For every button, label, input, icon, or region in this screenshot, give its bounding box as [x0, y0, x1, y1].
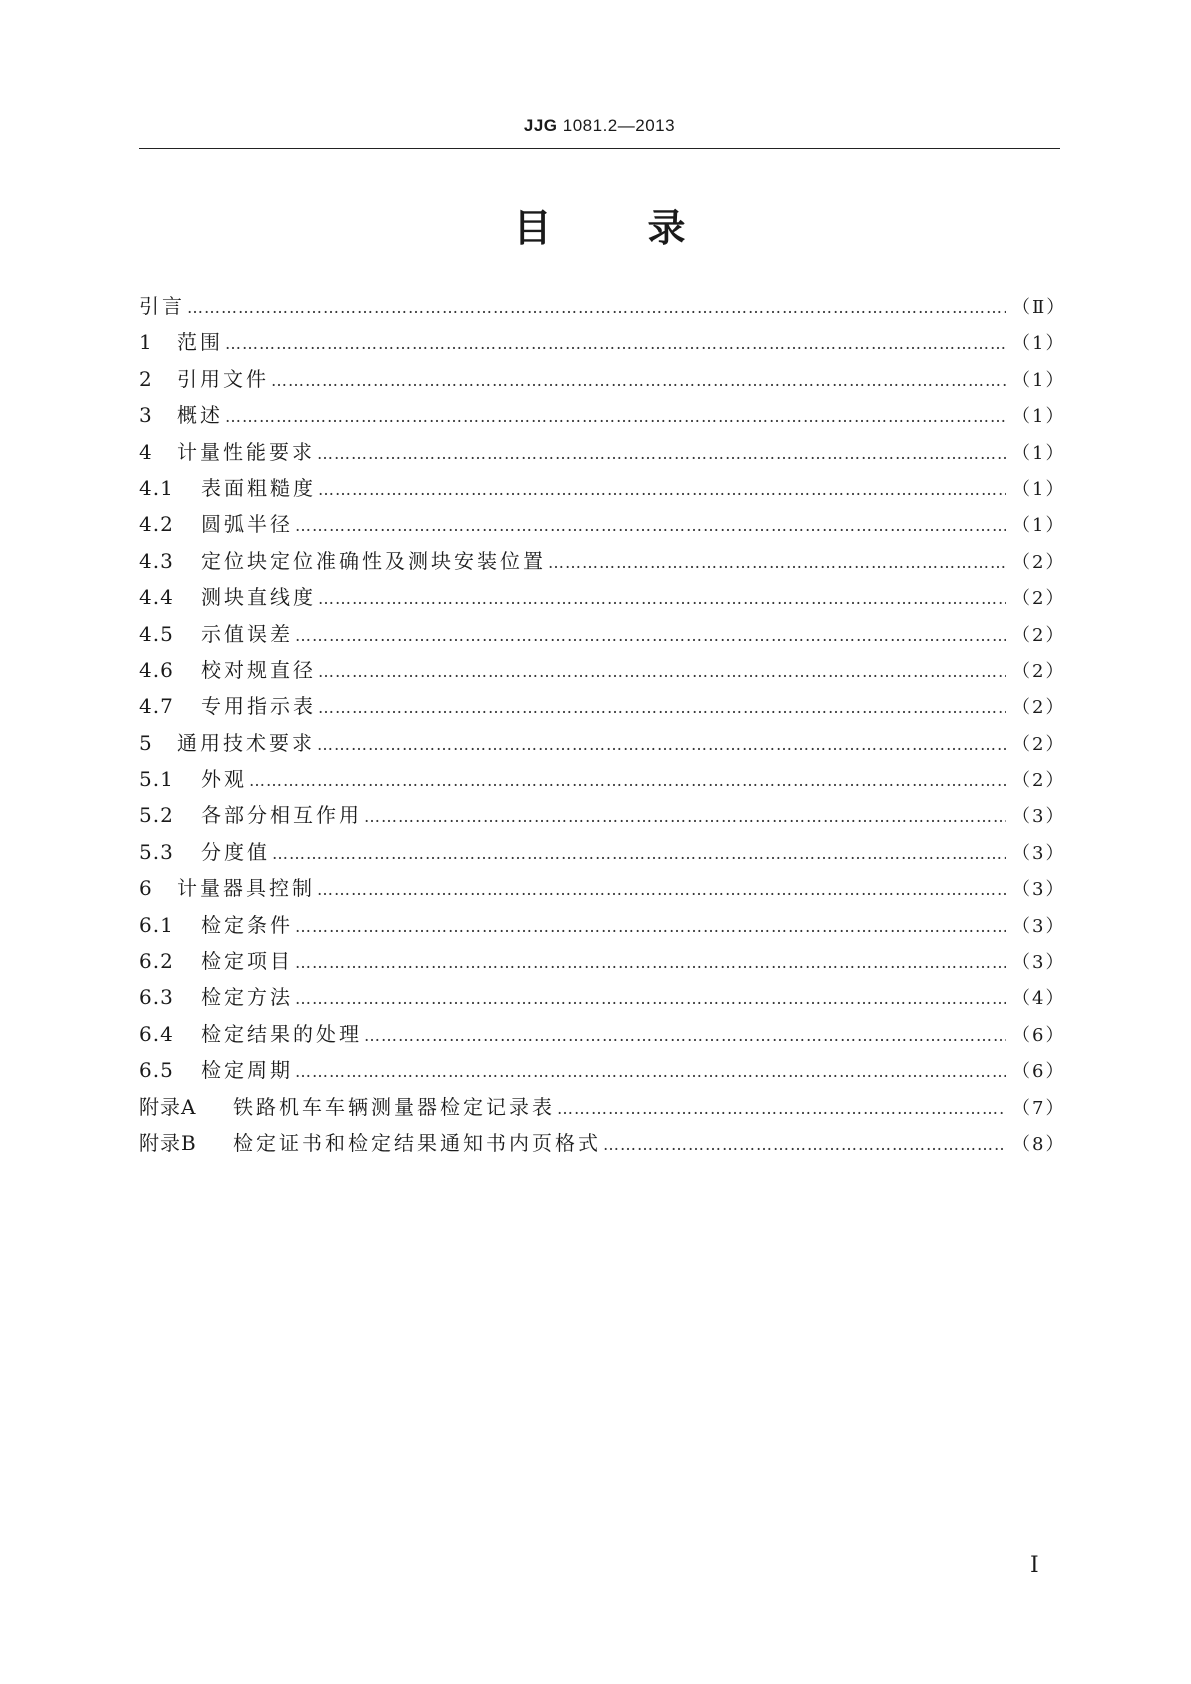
toc-entry[interactable]	[139, 290, 1067, 326]
toc-entry-page: （1）	[1012, 478, 1066, 500]
toc-entry-page: （1）	[1012, 442, 1066, 464]
toc-dot-leader	[317, 880, 1006, 899]
toc-dot-leader	[295, 917, 1006, 936]
toc-entry-page: （3）	[1012, 879, 1066, 901]
toc-dot-leader	[249, 771, 1006, 790]
toc-entry-page: （2）	[1012, 660, 1066, 682]
toc-entry[interactable]	[139, 545, 1066, 581]
toc-entry[interactable]	[139, 763, 1066, 799]
toc-entry-page: （4）	[1012, 988, 1066, 1010]
page-title: 目录	[513, 206, 782, 250]
toc-entry-page: （7）	[1012, 1097, 1066, 1119]
toc-entry-number: 4.5	[139, 621, 174, 646]
toc-entry-title: 测块直线度	[201, 585, 316, 610]
toc-entry-number: 3	[139, 403, 153, 428]
toc-entry-title: 引用文件	[177, 366, 269, 391]
toc-dot-leader	[295, 989, 1006, 1008]
toc-entry[interactable]	[139, 1091, 1066, 1127]
toc-entry-page: （3）	[1012, 806, 1066, 828]
toc-entry-number: 6.2	[139, 949, 174, 974]
toc-entry-title: 检定结果的处理	[201, 1021, 362, 1046]
toc-dot-leader	[318, 662, 1006, 681]
toc-entry-title: 定位块定位准确性及测块安装位置	[201, 548, 546, 573]
toc-dot-leader	[295, 626, 1006, 645]
toc-entry-number: 5.3	[139, 839, 174, 864]
toc-entry[interactable]	[139, 508, 1066, 544]
toc-entry[interactable]	[139, 1018, 1066, 1054]
toc-dot-leader	[271, 371, 1006, 390]
toc-dot-leader	[272, 844, 1006, 863]
toc-entry-page: （1）	[1012, 406, 1066, 428]
toc-entry-title: 检定项目	[201, 949, 293, 974]
toc-dot-leader	[318, 589, 1006, 608]
toc-entry-title: 检定周期	[201, 1058, 293, 1083]
toc-dot-leader	[295, 953, 1006, 972]
toc-entry-page: （3）	[1012, 915, 1066, 937]
toc-entry-number: 6.5	[139, 1058, 174, 1083]
toc-entry-number: 4.4	[139, 585, 174, 610]
toc-entry-title: 范围	[177, 330, 223, 355]
toc-entry-title: 通用技术要求	[177, 730, 315, 755]
toc-entry-number: 4.7	[139, 694, 174, 719]
toc-entry-number: 附录A	[139, 1094, 197, 1119]
toc-entry[interactable]	[139, 945, 1066, 981]
toc-entry[interactable]	[139, 618, 1066, 654]
toc-entry-title: 示值误差	[201, 621, 293, 646]
toc-entry-number: 6.1	[139, 912, 174, 937]
toc-entry[interactable]	[139, 836, 1066, 872]
toc-entry[interactable]	[139, 326, 1066, 362]
toc-dot-leader	[548, 553, 1006, 572]
toc-entry[interactable]	[139, 654, 1066, 690]
toc-entry[interactable]	[139, 472, 1066, 508]
toc-dot-leader	[603, 1135, 1006, 1154]
toc-entry-title: 校对规直径	[201, 657, 316, 682]
toc-dot-leader	[318, 480, 1006, 499]
toc-entry-page: （2）	[1012, 733, 1066, 755]
toc-entry-page: （2）	[1012, 624, 1066, 646]
toc-entry-title: 圆弧半径	[201, 512, 293, 537]
toc-dot-leader	[225, 407, 1006, 426]
toc-entry-title: 各部分相互作用	[201, 803, 362, 828]
toc-dot-leader	[317, 444, 1006, 463]
toc-entry-number: 4.3	[139, 548, 174, 573]
table-of-contents	[139, 290, 1067, 1163]
page-number: Ⅰ	[1030, 1553, 1039, 1578]
toc-entry[interactable]	[139, 399, 1066, 435]
toc-entry-number: 6	[139, 876, 153, 901]
toc-entry-number: 4.2	[139, 512, 174, 537]
toc-entry[interactable]	[139, 872, 1066, 908]
toc-entry-page: （3）	[1012, 952, 1066, 974]
toc-dot-leader	[364, 807, 1006, 826]
toc-entry-page: （2）	[1012, 770, 1066, 792]
toc-dot-leader	[187, 298, 1006, 317]
toc-entry-page: （1）	[1012, 333, 1066, 355]
toc-entry-title: 计量器具控制	[177, 876, 315, 901]
standard-prefix: JJG	[523, 116, 558, 135]
toc-entry-page: （2）	[1012, 697, 1066, 719]
toc-entry-title: 引言	[139, 294, 185, 318]
toc-entry-title: 分度值	[201, 839, 270, 864]
toc-entry-page: （6）	[1012, 1024, 1066, 1046]
toc-entry[interactable]	[139, 1127, 1066, 1163]
toc-entry-number: 附录B	[139, 1130, 197, 1155]
toc-entry-number: 5.1	[139, 767, 174, 792]
toc-dot-leader	[364, 1026, 1006, 1045]
toc-entry-number: 6.4	[139, 1021, 174, 1046]
toc-entry-page: （2）	[1012, 588, 1066, 610]
toc-entry[interactable]	[139, 436, 1066, 472]
toc-entry[interactable]	[139, 581, 1066, 617]
toc-entry-number: 1	[139, 330, 153, 355]
toc-entry-page: （2）	[1012, 551, 1066, 573]
toc-entry[interactable]	[139, 799, 1066, 835]
toc-entry-page: （Ⅱ）	[1012, 297, 1067, 318]
toc-entry-page: （1）	[1012, 515, 1066, 537]
toc-entry-page: （8）	[1012, 1133, 1066, 1155]
toc-entry-title: 专用指示表	[201, 694, 316, 719]
toc-entry-title: 铁路机车车辆测量器检定记录表	[233, 1094, 555, 1119]
toc-entry-number: 5	[139, 730, 153, 755]
toc-dot-leader	[557, 1099, 1006, 1118]
toc-dot-leader	[295, 1062, 1006, 1081]
toc-entry[interactable]	[139, 690, 1066, 726]
toc-entry-number: 2	[139, 366, 153, 391]
toc-entry-page: （6）	[1012, 1061, 1066, 1083]
toc-entry[interactable]	[139, 981, 1066, 1017]
toc-entry-number: 4	[139, 439, 153, 464]
toc-entry-title: 检定证书和检定结果通知书内页格式	[233, 1130, 601, 1155]
standard-code: 1081.2—2013	[562, 116, 676, 135]
header-rule	[139, 148, 1060, 149]
toc-dot-leader	[295, 516, 1006, 535]
toc-entry-number: 6.3	[139, 985, 174, 1010]
toc-entry-number: 4.6	[139, 657, 174, 682]
toc-dot-leader	[225, 334, 1006, 353]
toc-entry-page: （3）	[1012, 842, 1066, 864]
toc-dot-leader	[318, 698, 1006, 717]
toc-entry-title: 计量性能要求	[177, 439, 315, 464]
toc-entry[interactable]	[139, 1054, 1066, 1090]
toc-entry[interactable]	[139, 909, 1066, 945]
toc-entry-title: 检定方法	[201, 985, 293, 1010]
toc-entry-title: 检定条件	[201, 912, 293, 937]
toc-entry-title: 表面粗糙度	[201, 475, 316, 500]
toc-entry[interactable]	[139, 727, 1066, 763]
toc-entry-title: 概述	[177, 403, 223, 428]
toc-entry[interactable]	[139, 363, 1066, 399]
toc-entry-title: 外观	[201, 767, 247, 792]
toc-dot-leader	[317, 735, 1006, 754]
toc-entry-page: （1）	[1012, 369, 1066, 391]
toc-entry-number: 4.1	[139, 475, 174, 500]
document-code-header	[139, 116, 1060, 136]
toc-entry-number: 5.2	[139, 803, 174, 828]
